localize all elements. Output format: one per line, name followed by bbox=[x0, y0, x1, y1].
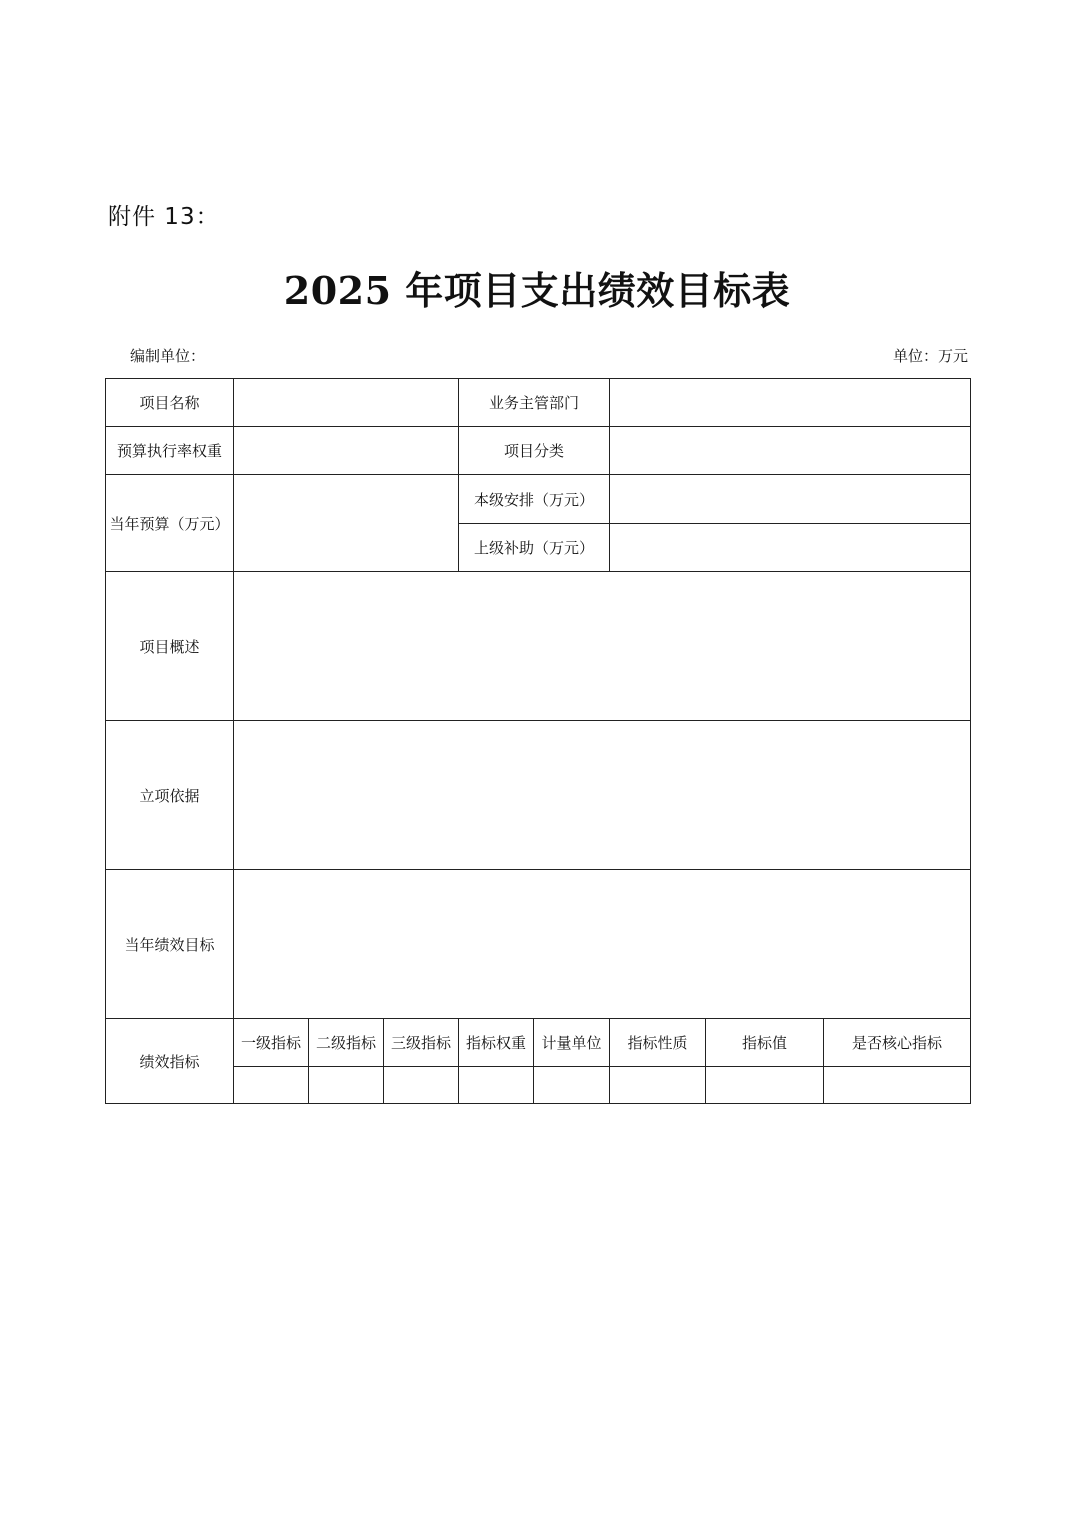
project-name-label: 项目名称 bbox=[106, 379, 234, 427]
local-arrangement-label: 本级安排（万元） bbox=[459, 475, 610, 524]
compiling-unit-label: 编制单位： bbox=[130, 347, 206, 365]
indicator-weight-field[interactable] bbox=[459, 1067, 534, 1104]
indicator-header-weight: 指标权重 bbox=[459, 1019, 534, 1067]
attachment-label: 附件 13： bbox=[108, 204, 220, 230]
superior-subsidy-label: 上级补助（万元） bbox=[459, 524, 610, 572]
indicator-header-core: 是否核心指标 bbox=[824, 1019, 971, 1067]
table-row bbox=[106, 379, 971, 427]
table-row bbox=[106, 475, 971, 524]
indicator-unit-field[interactable] bbox=[534, 1067, 610, 1104]
indicator-header-level1: 一级指标 bbox=[234, 1019, 309, 1067]
indicator-header-nature: 指标性质 bbox=[610, 1019, 706, 1067]
document-title: 2025 年项目支出绩效目标表 bbox=[283, 268, 791, 313]
annual-performance-goal-field[interactable] bbox=[234, 870, 971, 1019]
table-row bbox=[106, 721, 971, 870]
project-basis-field[interactable] bbox=[234, 721, 971, 870]
table-row bbox=[106, 1067, 971, 1104]
indicator-level3-field[interactable] bbox=[384, 1067, 459, 1104]
local-arrangement-field[interactable] bbox=[610, 475, 971, 524]
unit-label: 单位：万元 bbox=[892, 347, 968, 365]
current-year-budget-label: 当年预算（万元） bbox=[106, 475, 234, 572]
indicator-value-field[interactable] bbox=[706, 1067, 824, 1104]
indicator-header-level3: 三级指标 bbox=[384, 1019, 459, 1067]
current-year-budget-field[interactable] bbox=[234, 475, 459, 572]
table-row bbox=[106, 870, 971, 1019]
performance-indicators-label: 绩效指标 bbox=[106, 1019, 234, 1104]
annual-performance-goal-label: 当年绩效目标 bbox=[106, 870, 234, 1019]
indicator-level2-field[interactable] bbox=[309, 1067, 384, 1104]
project-overview-field[interactable] bbox=[234, 572, 971, 721]
indicator-header-unit: 计量单位 bbox=[534, 1019, 610, 1067]
indicator-core-field[interactable] bbox=[824, 1067, 971, 1104]
table-row bbox=[106, 427, 971, 475]
project-category-label: 项目分类 bbox=[459, 427, 610, 475]
indicator-header-level2: 二级指标 bbox=[309, 1019, 384, 1067]
project-basis-label: 立项依据 bbox=[106, 721, 234, 870]
superior-subsidy-field[interactable] bbox=[610, 524, 971, 572]
budget-execution-weight-label: 预算执行率权重 bbox=[106, 427, 234, 475]
project-overview-label: 项目概述 bbox=[106, 572, 234, 721]
indicator-header-value: 指标值 bbox=[706, 1019, 824, 1067]
table-row bbox=[106, 1019, 971, 1067]
indicator-level1-field[interactable] bbox=[234, 1067, 309, 1104]
performance-target-table bbox=[105, 378, 971, 1104]
competent-department-label: 业务主管部门 bbox=[459, 379, 610, 427]
table-row bbox=[106, 572, 971, 721]
indicator-nature-field[interactable] bbox=[610, 1067, 706, 1104]
budget-execution-weight-field[interactable] bbox=[234, 427, 459, 475]
project-category-field[interactable] bbox=[610, 427, 971, 475]
project-name-field[interactable] bbox=[234, 379, 459, 427]
competent-department-field[interactable] bbox=[610, 379, 971, 427]
